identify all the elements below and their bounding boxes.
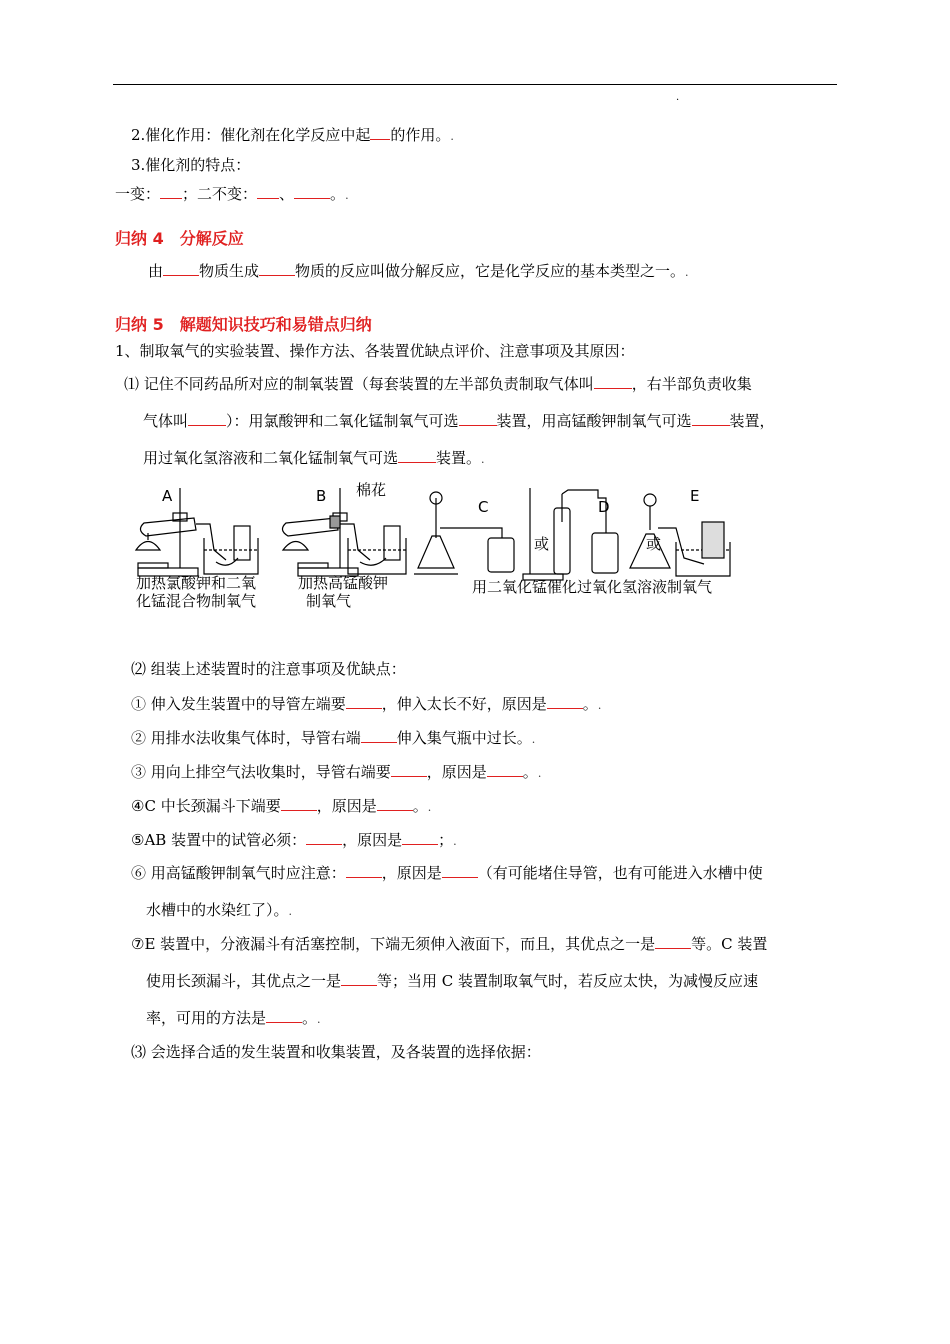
blank-item4-b[interactable] (377, 795, 413, 811)
caption-b-line1: 加热高锰酸钾 (298, 574, 389, 592)
p1-text-d: ）：用氯酸钾和二氧化锰制氧气可选 (226, 412, 459, 430)
item6-text-b: ，原因是 (381, 864, 442, 882)
comma: 、 (279, 185, 295, 203)
blank-item2[interactable] (361, 727, 397, 743)
item4-text-b: ，原因是 (316, 797, 377, 815)
blank-h2o2-device[interactable] (398, 447, 436, 463)
section5-heading: 归纳 5 解题知识技巧和易错点归纳 (115, 315, 372, 334)
p1-text-c: 气体叫 (143, 412, 189, 430)
blank-item4-a[interactable] (281, 795, 317, 811)
item-4: ④C 中长颈漏斗下端要 ，原因是 。. (131, 797, 432, 815)
blank-item7-c[interactable] (266, 1007, 302, 1023)
item4-text-c: 。 (412, 797, 428, 815)
item4-text-a: ④C 中长颈漏斗下端要 (131, 797, 281, 815)
item7-text-a: ⑦E 装置中，分液漏斗有活塞控制，下端无须伸入液面下，而且，其优点之一是 (131, 935, 656, 953)
blank-item5-a[interactable] (306, 829, 342, 845)
label-or-2: 或 (646, 535, 662, 553)
item6-text-a: ⑥ 用高锰酸钾制氧气时应注意： (131, 864, 346, 882)
blank-one-substance[interactable] (163, 260, 199, 276)
catalyst-changes-line: 一变： ；二不变： 、 。. (115, 185, 349, 203)
header-mark: . (676, 92, 680, 103)
item-7-cont2: 率，可用的方法是 。. (146, 1009, 321, 1027)
label-d: D (598, 498, 610, 516)
s4-text-c: 物质的反应叫做分解反应，它是化学反应的基本类型之一。 (295, 262, 686, 280)
item-3: ③ 用向上排空气法收集时，导管右端要 ，原因是 。. (131, 763, 542, 781)
blank-multi-substances[interactable] (259, 260, 295, 276)
item7-text-c: 使用长颈漏斗，其优点之一是 (146, 972, 342, 990)
section4-heading: 归纳 4 分解反应 (115, 229, 244, 248)
blank-nochange-2[interactable] (294, 183, 330, 199)
blank-item5-b[interactable] (402, 829, 438, 845)
blank-collector[interactable] (188, 410, 226, 426)
blank-kclo3-device[interactable] (459, 410, 497, 426)
caption-b-line2: 制氧气 (306, 592, 352, 610)
catalyst-role-text: 2.催化作用：催化剂在化学反应中起 (131, 126, 371, 144)
item1-text-a: ① 伸入发生装置中的导管左端要 (131, 695, 346, 713)
s4-text-b: 物质生成 (199, 262, 260, 280)
p1-line1 (124, 373, 752, 394)
item5-text-c: ； (438, 831, 454, 849)
section4-paragraph: 由 物质生成 物质的反应叫做分解反应，它是化学反应的基本类型之一。. (148, 262, 689, 280)
caption-a-line2: 化锰混合物制氧气 (136, 592, 257, 610)
p1-line2 (143, 410, 775, 431)
blank-kmno4-device[interactable] (692, 410, 730, 426)
header-rule (113, 84, 837, 85)
item5-text-a: ⑤AB 装置中的试管必须： (131, 831, 307, 849)
item3-text-c: 。 (522, 763, 538, 781)
setup-e-drawing (630, 494, 730, 576)
label-e: E (690, 487, 700, 505)
part3-title: ⑶ 会选择合适的发生装置和收集装置，及各装置的选择依据： (131, 1043, 541, 1061)
blank-item6-a[interactable] (346, 862, 382, 878)
p1-line3: 用过氧化氢溶液和二氧化锰制氧气可选 装置。. (143, 449, 485, 467)
catalyst-role-line: 2.催化作用：催化剂在化学反应中起 的作用。. (131, 126, 454, 144)
caption-a-line1: 加热氯酸钾和二氧 (136, 574, 257, 592)
item-6 (131, 862, 763, 883)
label-c: C (478, 498, 489, 516)
blank-catalyst-role[interactable] (370, 124, 390, 140)
item7-text-d: 等；当用 C 装置制取氧气时，若反应太快，为减慢反应速 (377, 972, 759, 990)
item3-text-b: ，原因是 (426, 763, 487, 781)
blank-item3-b[interactable] (487, 761, 523, 777)
blank-one-change[interactable] (160, 183, 182, 199)
blank-nochange-1[interactable] (257, 183, 279, 199)
item2-text-b: 伸入集气瓶中过长。 (396, 729, 532, 747)
blank-generator[interactable] (594, 373, 632, 389)
item-6-cont: 水槽中的水染红了）。. (146, 901, 293, 919)
p1-text-b: ，右半部负责收集 (631, 375, 752, 393)
item-7 (131, 933, 767, 954)
section5-question1: 1、制取氧气的实验装置、操作方法、各装置优缺点评价、注意事项及其原因： (115, 342, 635, 360)
item-2: ② 用排水法收集气体时，导管右端 伸入集气瓶中过长。. (131, 729, 536, 747)
item6-text-c: （有可能堵住导管，也有可能进入水槽中使 (477, 864, 763, 882)
one-change-label: 一变： (115, 185, 161, 203)
caption-c: 用二氧化锰催化过氧化氢溶液制氧气 (472, 578, 713, 596)
two-nochange-label: ；二不变： (182, 185, 258, 203)
catalyst-role-end: 的作用。 (390, 126, 451, 144)
p1-text-g: 用过氧化氢溶液和二氧化锰制氧气可选 (143, 449, 399, 467)
setup-b-drawing (282, 488, 406, 576)
blank-item1-b[interactable] (547, 693, 583, 709)
setup-a-drawing (136, 488, 258, 576)
label-or-1: 或 (534, 535, 550, 553)
p1-text-a: ⑴ 记住不同药品所对应的制氧装置（每套装置的左半部负责制取气体叫 (124, 375, 594, 393)
label-a: A (162, 487, 173, 505)
blank-item7-b[interactable] (341, 970, 377, 986)
item7-text-b: 等。C 装置 (691, 935, 768, 953)
item-1: ① 伸入发生装置中的导管左端要 ，伸入太长不好，原因是 。. (131, 695, 602, 713)
p1-text-h: 装置。 (436, 449, 482, 467)
blank-item3-a[interactable] (391, 761, 427, 777)
label-cotton: 棉花 (356, 481, 387, 499)
blank-item6-b[interactable] (442, 862, 478, 878)
item2-text-a: ② 用排水法收集气体时，导管右端 (131, 729, 361, 747)
period: 。 (330, 185, 346, 203)
item5-text-b: ，原因是 (342, 831, 403, 849)
item1-text-c: 。 (582, 695, 598, 713)
item6-text-d: 水槽中的水染红了）。 (146, 901, 289, 919)
item3-text-a: ③ 用向上排空气法收集时，导管右端要 (131, 763, 391, 781)
catalyst-features-line: 3.催化剂的特点： (131, 156, 251, 174)
item-5: ⑤AB 装置中的试管必须： ，原因是 ；. (131, 831, 457, 849)
setup-c-drawing (414, 492, 514, 574)
blank-item1-a[interactable] (346, 693, 382, 709)
p1-text-e: 装置，用高锰酸钾制氧气可选 (496, 412, 692, 430)
item-7-cont1 (146, 970, 758, 991)
label-b: B (316, 487, 327, 505)
item1-text-b: ，伸入太长不好，原因是 (381, 695, 547, 713)
item7-text-e: 率，可用的方法是 (146, 1009, 267, 1027)
blank-item7-a[interactable] (655, 933, 691, 949)
p1-text-f: 装置， (729, 412, 775, 430)
item7-text-f: 。 (302, 1009, 318, 1027)
part2-title: ⑵ 组装上述装置时的注意事项及优缺点： (131, 660, 406, 678)
s4-text-a: 由 (148, 262, 164, 280)
